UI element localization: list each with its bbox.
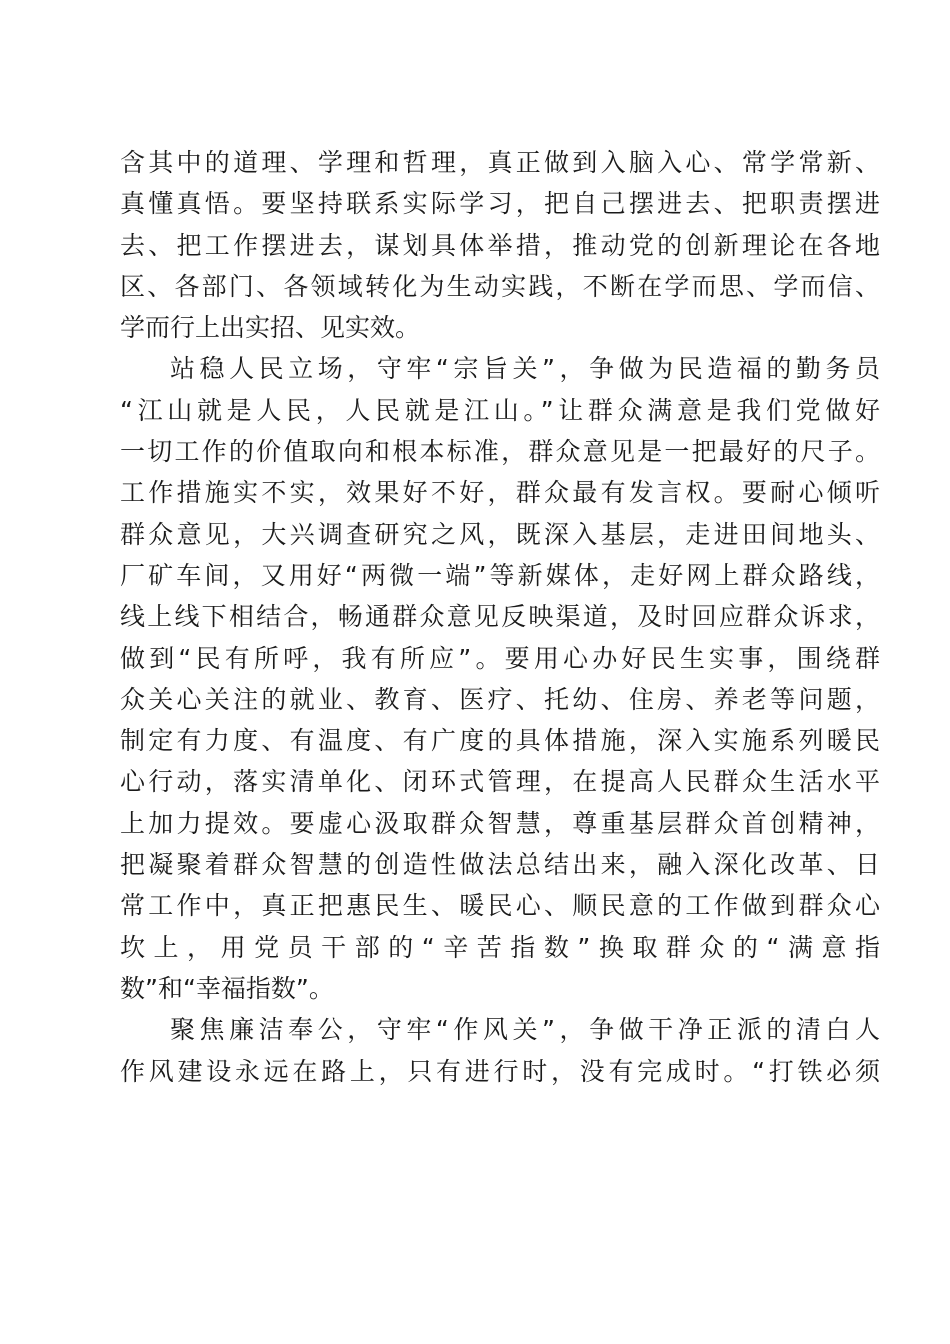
text-line: 常工作中，真正把惠民生、暖民心、顺民意的工作做到群众心 [120, 891, 880, 921]
text-line: 去、把工作摆进去，谋划具体举措，推动党的创新理论在各地 [120, 230, 880, 260]
text-line: “江山就是人民，人民就是江山。”让群众满意是我们党做好 [120, 395, 880, 425]
text-line: 线上线下相结合，畅通群众意见反映渠道，及时回应群众诉求， [120, 602, 880, 632]
text-line: 上加力提效。要虚心汲取群众智慧，尊重基层群众首创精神， [120, 808, 880, 838]
section-heading: 聚焦廉洁奉公，守牢“作风关”，争做干净正派的清白人 [170, 1015, 880, 1045]
text-line: 数”和“幸福指数”。 [120, 973, 334, 1003]
text-line: 坎上，用党员干部的“辛苦指数”换取群众的“满意指 [120, 932, 880, 962]
text-line: 区、各部门、各领域转化为生动实践，不断在学而思、学而信、 [120, 271, 880, 301]
text-line: 做到“民有所呼，我有所应”。要用心办好民生实事，围绕群 [120, 643, 880, 673]
text-line: 作风建设永远在路上，只有进行时，没有完成时。“打铁必须 [120, 1056, 880, 1086]
text-line: 制定有力度、有温度、有广度的具体措施，深入实施系列暖民 [120, 726, 880, 756]
text-line: 真懂真悟。要坚持联系实际学习，把自己摆进去、把职责摆进 [120, 189, 880, 219]
text-line: 学而行上出实招、见实效。 [120, 313, 421, 343]
text-line: 厂矿车间，又用好“两微一端”等新媒体，走好网上群众路线， [120, 560, 880, 590]
text-line: 众关心关注的就业、教育、医疗、托幼、住房、养老等问题， [120, 684, 880, 714]
text-line: 含其中的道理、学理和哲理，真正做到入脑入心、常学常新、 [120, 148, 880, 177]
section-heading: 站稳人民立场，守牢“宗旨关”，争做为民造福的勤务员 [170, 354, 880, 384]
text-line: 心行动，落实清单化、闭环式管理，在提高人民群众生活水平 [120, 767, 880, 797]
text-line: 群众意见，大兴调查研究之风，既深入基层，走进田间地头、 [120, 519, 880, 549]
text-line: 把凝聚着群众智慧的创造性做法总结出来，融入深化改革、日 [120, 850, 880, 880]
text-line: 一切工作的价值取向和根本标准，群众意见是一把最好的尺子。 [120, 437, 880, 467]
document-body [120, 142, 880, 1092]
text-line: 工作措施实不实，效果好不好，群众最有发言权。要耐心倾听 [120, 478, 880, 508]
